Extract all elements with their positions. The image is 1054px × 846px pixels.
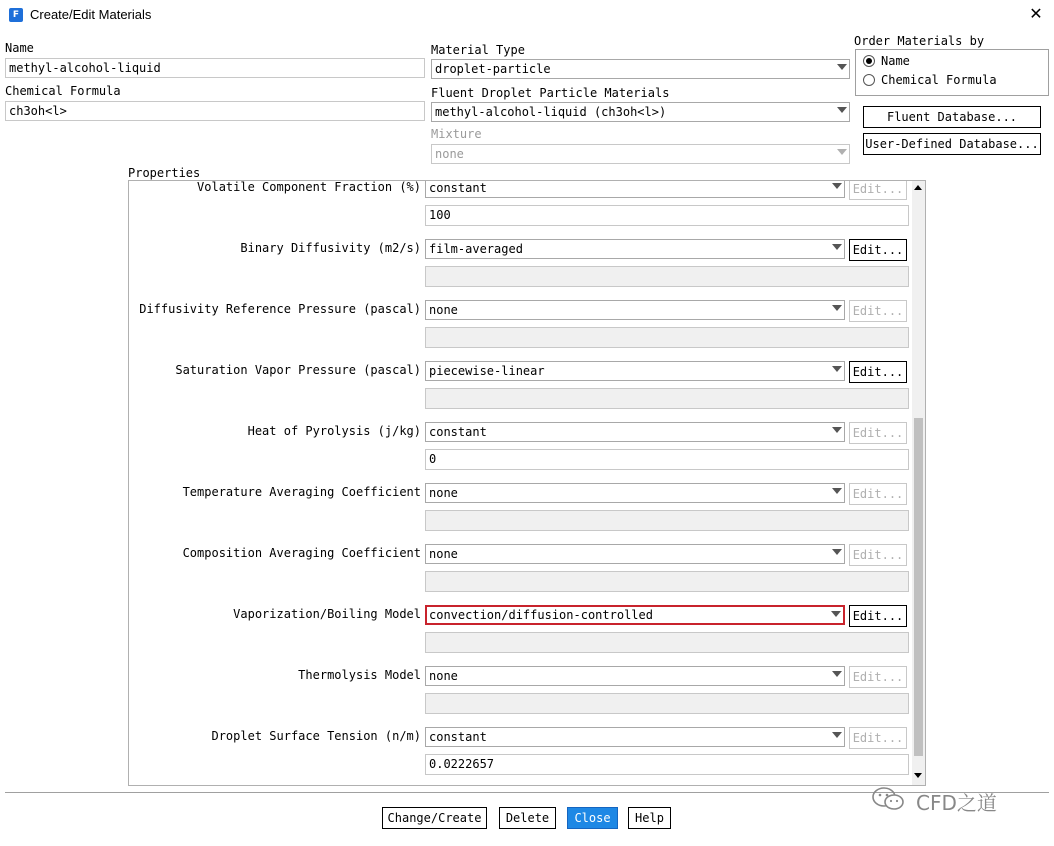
chevron-down-icon: [832, 732, 842, 738]
property-value-input[interactable]: 0.0222657: [425, 754, 909, 775]
change-create-button[interactable]: Change/Create: [382, 807, 487, 829]
material-type-value: droplet-particle: [435, 62, 551, 76]
user-defined-database-button[interactable]: User-Defined Database...: [863, 133, 1041, 155]
property-method-value: constant: [429, 730, 487, 744]
property-method-select[interactable]: [425, 361, 845, 381]
scroll-down-icon[interactable]: [914, 773, 922, 778]
chevron-down-icon: [837, 149, 847, 155]
property-value-input: [425, 266, 909, 287]
chevron-down-icon: [831, 611, 841, 617]
property-value-input: [425, 571, 909, 592]
chevron-down-icon: [832, 244, 842, 250]
chemical-formula-label: Chemical Formula: [5, 84, 121, 98]
property-edit-button: Edit...: [849, 666, 907, 688]
radio-order-name-label: Name: [881, 54, 910, 68]
radio-order-name[interactable]: [863, 55, 875, 67]
radio-order-formula[interactable]: [863, 74, 875, 86]
property-method-value: none: [429, 669, 458, 683]
property-method-select[interactable]: [425, 605, 845, 625]
property-label: Heat of Pyrolysis (j/kg): [247, 424, 421, 438]
property-method-select[interactable]: [425, 180, 845, 198]
fluent-materials-label: Fluent Droplet Particle Materials: [431, 86, 670, 100]
property-value-input: [425, 632, 909, 653]
property-edit-button: Edit...: [849, 300, 907, 322]
radio-order-formula-label: Chemical Formula: [881, 73, 997, 87]
property-edit-button[interactable]: Edit...: [849, 361, 907, 383]
chevron-down-icon: [832, 427, 842, 433]
delete-button[interactable]: Delete: [499, 807, 556, 829]
property-method-value: none: [429, 486, 458, 500]
wechat-logo-icon: [870, 786, 906, 812]
chevron-down-icon: [832, 488, 842, 494]
fluent-materials-value: methyl-alcohol-liquid (ch3oh<l>): [435, 105, 667, 119]
chevron-down-icon: [832, 305, 842, 311]
window-title: Create/Edit Materials: [30, 7, 152, 22]
chevron-down-icon: [832, 366, 842, 372]
title-bar: [0, 0, 1054, 31]
chemical-formula-input[interactable]: ch3oh<l>: [5, 101, 425, 121]
material-type-label: Material Type: [431, 43, 525, 57]
property-method-value: film-averaged: [429, 242, 523, 256]
property-value-input[interactable]: 100: [425, 205, 909, 226]
property-label: Composition Averaging Coefficient: [182, 546, 421, 560]
property-method-select[interactable]: [425, 727, 845, 747]
property-method-select[interactable]: [425, 544, 845, 564]
material-type-select[interactable]: [431, 59, 850, 79]
property-value-input: [425, 327, 909, 348]
properties-scrollbar[interactable]: [912, 181, 925, 785]
property-method-value: constant: [429, 181, 487, 195]
chevron-down-icon: [837, 107, 847, 113]
property-edit-button: Edit...: [849, 727, 907, 749]
name-label: Name: [5, 41, 34, 55]
mixture-value: none: [435, 147, 464, 161]
close-button[interactable]: Close: [567, 807, 618, 829]
property-label: Volatile Component Fraction (%): [197, 180, 421, 194]
fluent-materials-select[interactable]: [431, 102, 850, 122]
properties-label: Properties: [128, 166, 201, 180]
app-icon: F: [9, 8, 23, 22]
property-value-input: [425, 388, 909, 409]
property-method-value: none: [429, 303, 458, 317]
property-edit-button[interactable]: Edit...: [849, 605, 907, 627]
property-value-input: [425, 693, 909, 714]
property-label: Diffusivity Reference Pressure (pascal): [139, 302, 421, 316]
chevron-down-icon: [837, 64, 847, 70]
property-edit-button: Edit...: [849, 180, 907, 200]
property-method-select[interactable]: [425, 666, 845, 686]
property-method-value: convection/diffusion-controlled: [429, 608, 653, 622]
property-method-select[interactable]: [425, 300, 845, 320]
property-method-value: piecewise-linear: [429, 364, 545, 378]
property-method-value: none: [429, 547, 458, 561]
properties-panel[interactable]: [128, 180, 926, 786]
mixture-select: [431, 144, 850, 164]
property-edit-button: Edit...: [849, 483, 907, 505]
chevron-down-icon: [832, 183, 842, 189]
name-input[interactable]: methyl-alcohol-liquid: [5, 58, 425, 78]
property-label: Saturation Vapor Pressure (pascal): [175, 363, 421, 377]
property-edit-button: Edit...: [849, 422, 907, 444]
property-value-input[interactable]: 0: [425, 449, 909, 470]
property-label: Vaporization/Boiling Model: [233, 607, 421, 621]
order-by-label: Order Materials by: [854, 34, 985, 48]
property-edit-button[interactable]: Edit...: [849, 239, 907, 261]
property-label: Binary Diffusivity (m2/s): [240, 241, 421, 255]
property-value-input: [425, 510, 909, 531]
chevron-down-icon: [832, 671, 842, 677]
property-label: Thermolysis Model: [298, 668, 421, 682]
scrollbar-thumb[interactable]: [914, 418, 923, 756]
close-icon[interactable]: ✕: [1029, 4, 1043, 23]
property-method-value: constant: [429, 425, 487, 439]
fluent-database-button[interactable]: Fluent Database...: [863, 106, 1041, 128]
property-label: Temperature Averaging Coefficient: [182, 485, 421, 499]
watermark-text: CFD之道: [916, 791, 997, 815]
property-label: Droplet Surface Tension (n/m): [211, 729, 421, 743]
property-edit-button: Edit...: [849, 544, 907, 566]
mixture-label: Mixture: [431, 127, 482, 141]
property-method-select[interactable]: [425, 422, 845, 442]
help-button[interactable]: Help: [628, 807, 671, 829]
property-method-select[interactable]: [425, 483, 845, 503]
property-method-select[interactable]: [425, 239, 845, 259]
chevron-down-icon: [832, 549, 842, 555]
scroll-up-icon[interactable]: [914, 185, 922, 190]
